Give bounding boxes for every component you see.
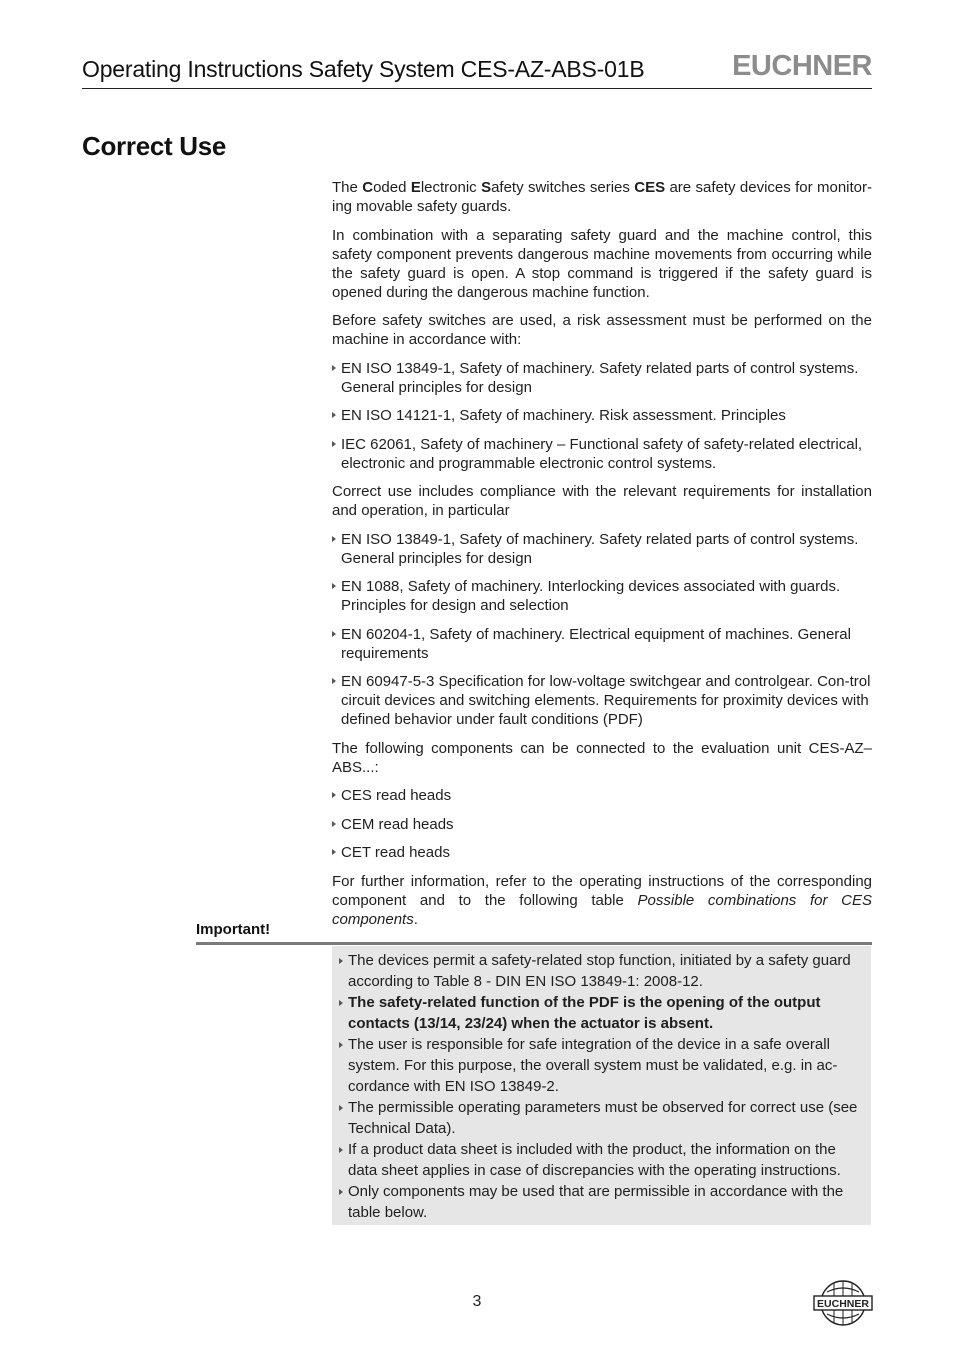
list-item: CEM read heads <box>332 815 872 834</box>
list-item: If a product data sheet is included with the product, the information on the data sheet applies in case of discrepancies with the operating instructions. <box>339 1139 861 1181</box>
list-item: The permissible operating parameters must be observed for correct use (see Technical Data). <box>339 1097 861 1139</box>
components-list <box>332 786 872 862</box>
list-item: IEC 62061, Safety of machinery – Functional safety of safety-related electrical, electronic and programmable electronic control systems. <box>332 435 872 473</box>
list-item: EN ISO 13849-1, Safety of machinery. Safety related parts of control systems. General principles for design <box>332 359 872 397</box>
risk-assessment-paragraph: Before safety switches are used, a risk assessment must be performed on the machine in accordance with: <box>332 312 872 348</box>
intro-paragraph: The Coded Electronic Safety switches series CES are safety devices for monitor-ing movable safety guards. <box>332 179 872 215</box>
further-info-paragraph: For further information, refer to the operating instructions of the corresponding component and to the following table Possible combinations for CES components. <box>332 872 872 928</box>
combination-paragraph: In combination with a separating safety guard and the machine control, this safety component prevents dangerous machine movements from occurring while the safety guard is open. A stop command is triggered if the safety guard is opened during the dangerous machine function. <box>332 226 872 301</box>
brand-logo: EUCHNER <box>732 50 872 82</box>
document-title: Operating Instructions Safety System CES-AZ-ABS-01B <box>82 56 645 82</box>
important-divider <box>196 942 872 945</box>
list-item: EN 60204-1, Safety of machinery. Electrical equipment of machines. General requirements <box>332 625 872 663</box>
page-header <box>82 50 872 89</box>
list-item: EN 1088, Safety of machinery. Interlocking devices associated with guards. Principles for design and selection <box>332 577 872 615</box>
list-item: CES read heads <box>332 786 872 805</box>
important-notice-box <box>332 946 871 1225</box>
section-title: Correct Use <box>82 131 227 161</box>
list-item: EN ISO 14121-1, Safety of machinery. Risk assessment. Principles <box>332 406 872 425</box>
list-item: EN 60947-5-3 Specification for low-voltage switchgear and controlgear. Con-trol circuit devices and switching elements. Requirements for proximity devices with defined behavior under fault conditions (PDF) <box>332 672 872 729</box>
important-label: Important! <box>196 921 271 938</box>
important-list <box>339 950 861 1223</box>
list-item: EN ISO 13849-1, Safety of machinery. Safety related parts of control systems. General principles for design <box>332 530 872 568</box>
main-content <box>332 178 872 938</box>
risk-standards-list <box>332 359 872 473</box>
use-standards-list <box>332 530 872 730</box>
list-item: The devices permit a safety-related stop function, initiated by a safety guard according to Table 8 - DIN EN ISO 13849-1: 2008-12. <box>339 950 861 992</box>
list-item: CET read heads <box>332 843 872 862</box>
page-number: 3 <box>472 1293 482 1310</box>
components-paragraph: The following components can be connected to the evaluation unit CES-AZ–ABS...: <box>332 739 872 776</box>
list-item: The user is responsible for safe integration of the device in a safe overall system. For this purpose, the overall system must be validated, e.g. in ac-cordance with EN ISO 13849-2. <box>339 1034 861 1097</box>
list-item: Only components may be used that are permissible in accordance with the table below. <box>339 1181 861 1223</box>
correct-use-paragraph: Correct use includes compliance with the relevant requirements for installation and operation, in particular <box>332 483 872 519</box>
seal-logo-text: EUCHNER <box>817 1298 869 1310</box>
list-item: The safety-related function of the PDF is the opening of the output contacts (13/14, 23/24) when the actuator is absent. <box>339 992 861 1034</box>
euchner-seal-logo <box>813 1278 873 1328</box>
